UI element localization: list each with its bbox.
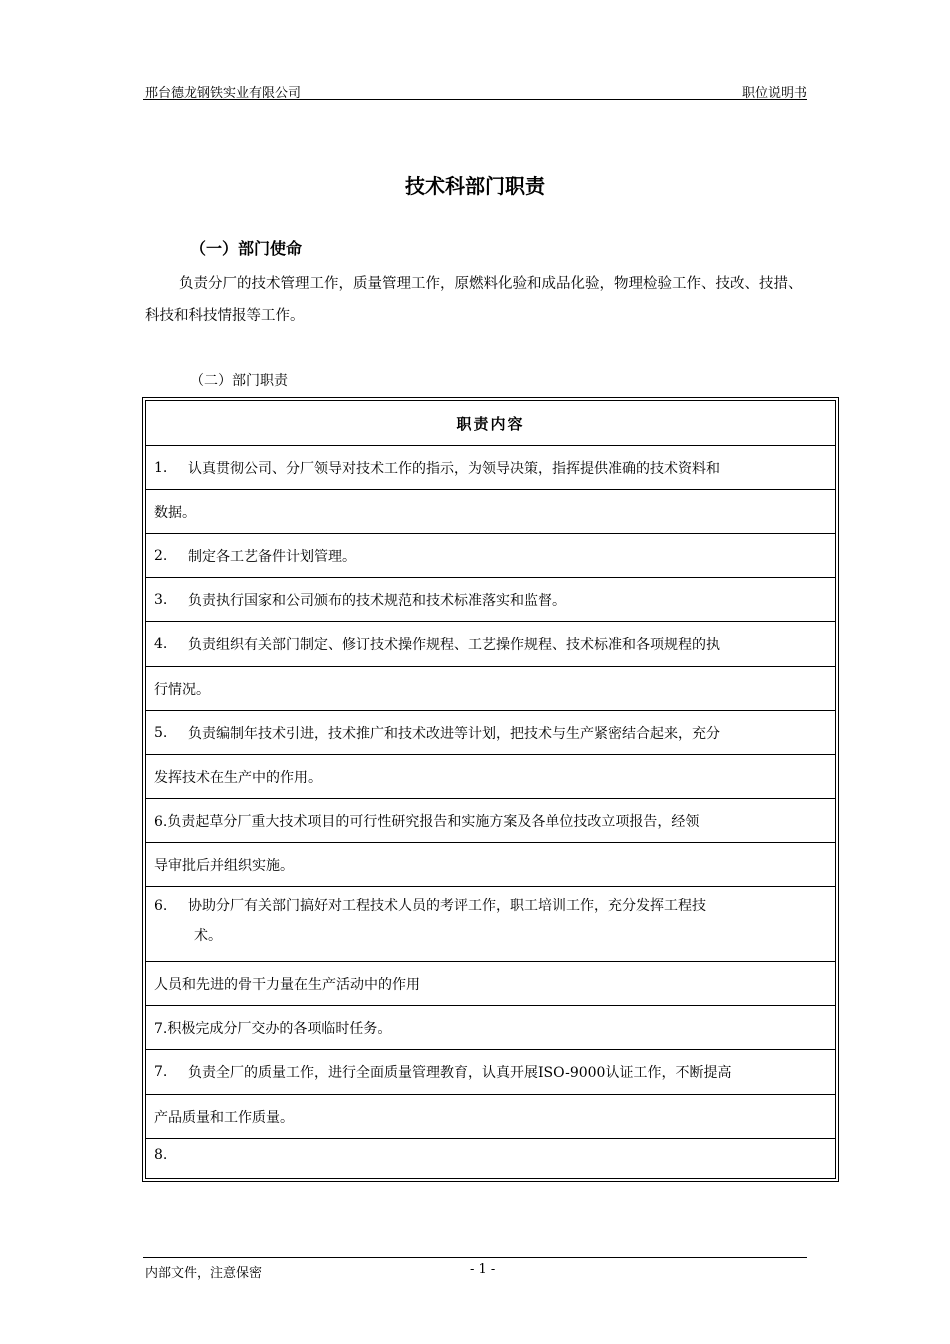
table-row: 1. 认真贯彻公司、分厂领导对技术工作的指示，为领导决策，指挥提供准确的技术资料和 xyxy=(146,446,835,490)
table-row: 4. 负责组织有关部门制定、修订技术操作规程、工艺操作规程、技术标准和各项规程的执 xyxy=(146,622,835,667)
section-mission-text: 负责分厂的技术管理工作，质量管理工作，原燃料化验和成品化验，物理检验工作、技改、技措、科技和科技情报等工作。 xyxy=(145,276,803,324)
footer-divider xyxy=(143,1257,807,1258)
table-row: 7. 负责全厂的质量工作，进行全面质量管理教育，认真开展ISO-9000认证工作，不断提高 xyxy=(146,1050,835,1095)
table-row: 产品质量和工作质量。 xyxy=(146,1095,835,1139)
table-row: 行情况。 xyxy=(146,667,835,711)
section-duties-heading: （二）部门职责 xyxy=(190,373,288,389)
table-row: 5. 负责编制年技术引进，技术推广和技术改进等计划，把技术与生产紧密结合起来，充分 xyxy=(146,711,835,755)
page-title: 技术科部门职责 xyxy=(405,174,545,198)
page-number: - 1 - xyxy=(470,1262,496,1277)
section-mission-heading: （一）部门使命 xyxy=(190,239,303,258)
header-divider xyxy=(143,99,807,100)
table-row: 2. 制定各工艺备件计划管理。 xyxy=(146,534,835,578)
table-row: 人员和先进的骨干力量在生产活动中的作用 xyxy=(146,962,835,1006)
table-row: 7.积极完成分厂交办的各项临时任务。 xyxy=(146,1006,835,1050)
table-row: 数据。 xyxy=(146,490,835,534)
header-doc-type: 职位说明书 xyxy=(741,86,807,101)
duties-table xyxy=(142,397,839,1182)
table-row: 3. 负责执行国家和公司颁布的技术规范和技术标准落实和监督。 xyxy=(146,578,835,622)
table-row: 发挥技术在生产中的作用。 xyxy=(146,755,835,799)
table-row: 8. xyxy=(154,1147,168,1163)
footer-confidential: 内部文件，注意保密 xyxy=(145,1266,263,1281)
table-header: 职责内容 xyxy=(146,401,835,446)
table-row: 6. 协助分厂有关部门搞好对工程技术人员的考评工作，职工培训工作，充分发挥工程技 术。 xyxy=(146,887,835,962)
header-company: 邢台德龙钢铁实业有限公司 xyxy=(145,86,302,101)
table-row: 导审批后并组织实施。 xyxy=(146,843,835,887)
table-row: 6.负责起草分厂重大技术项目的可行性研究报告和实施方案及各单位技改立项报告，经领 xyxy=(146,799,835,843)
